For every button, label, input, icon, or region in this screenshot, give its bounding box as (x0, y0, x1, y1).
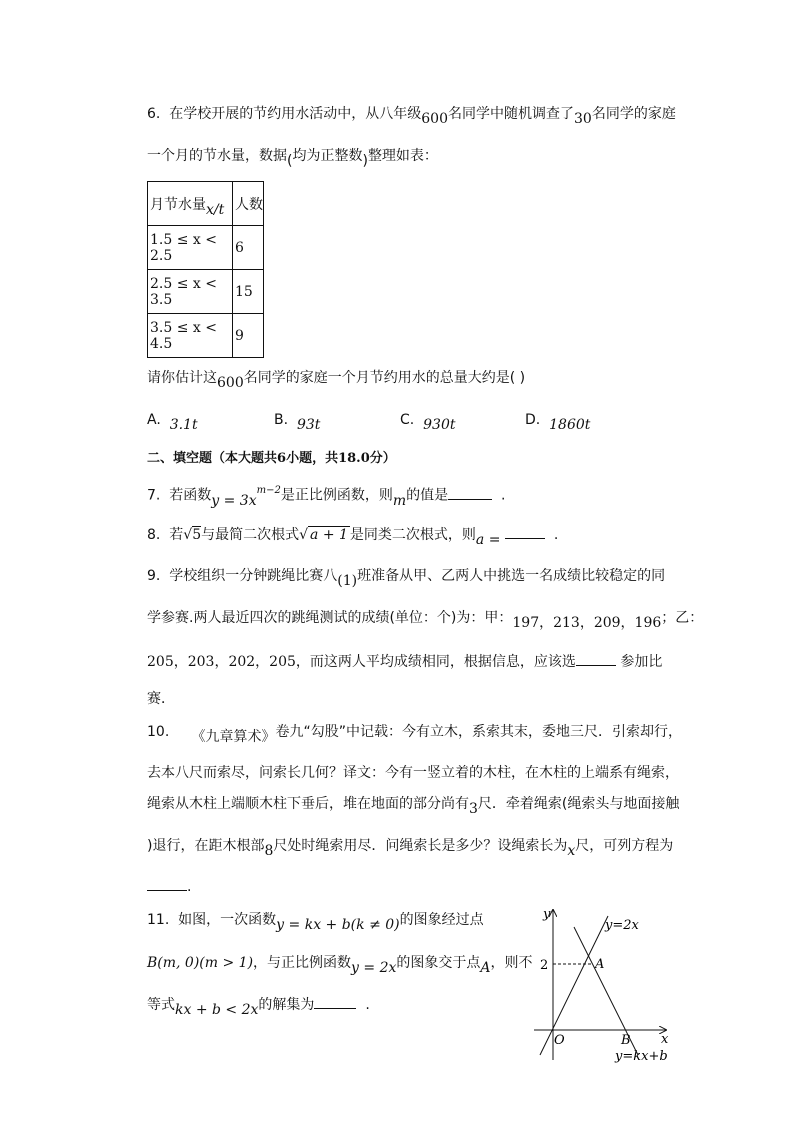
q6-600: 600 (421, 111, 448, 127)
q7-function: y = 3x (211, 492, 257, 509)
q7: 7. 若函数$y = 3x^{m-2}$是正比例函数，则m的值是 . (147, 485, 506, 509)
q11-inequality: kx + b < 2x (175, 1002, 259, 1018)
table-cell-count: 15 (233, 270, 264, 314)
table-header-cell: 人数 (233, 182, 264, 226)
q6-600: 600 (217, 375, 244, 391)
q9-line3: 205，203，202，205，而这两人平均成绩相同，根据信息，应该选 参加比 (147, 651, 662, 672)
q6-text: 均为正整数 (292, 148, 363, 164)
q6-30: 30 (574, 111, 592, 127)
q11-line2: B(m, 0)(m > 1)，与正比例函数y = 2x的图象交于点A，则不 (147, 955, 533, 976)
function-graph (530, 900, 680, 1070)
q6-text: 在学校开展的节约用水活动中，从八年级 (169, 106, 422, 122)
water-saving-table (147, 181, 264, 358)
q6-text: 名同学的家庭一个月节约用水的总量大约是( ) (243, 370, 526, 386)
table-cell-count: 9 (233, 314, 264, 358)
x-axis-label: x (661, 1032, 669, 1047)
table-header-cell: 月节水量x/t (148, 182, 233, 226)
q9-line4: 赛． (147, 691, 175, 707)
q6-text: 请你估计这 (147, 370, 217, 386)
q6-option-b[interactable]: B. 93t (274, 412, 321, 433)
q9-yi-scores: 205，203，202，205 (147, 654, 296, 670)
q10-answer-blank[interactable] (147, 876, 187, 891)
q7-number: 7. (147, 487, 161, 504)
q6-option-d[interactable]: D. 1860t (525, 412, 591, 433)
table-cell-range: 3.5 ≤ x < 4.5 (148, 314, 233, 358)
q11-answer-blank[interactable] (314, 994, 356, 1009)
q11-line3: 等式kx + b < 2x的解集为 . (147, 994, 370, 1015)
q11-linear-function: y = kx + b(k ≠ 0) (276, 917, 400, 933)
q11-number: 11. (147, 912, 170, 928)
origin-label: O (554, 1033, 565, 1048)
q9-line1: 9. 学校组织一分钟跳绳比赛八(1)班准备从甲、乙两人中挑选一名成绩比较稳定的同 (147, 568, 666, 589)
q6-number: 6. (147, 106, 161, 122)
q9-answer-blank[interactable] (576, 651, 616, 666)
table-row (148, 314, 264, 358)
q6-line2 (147, 146, 438, 169)
table-cell-range: 2.5 ≤ x < 3.5 (148, 270, 233, 314)
q6-text: 整理如表： (367, 148, 438, 164)
q11-line1: 11. 如图，一次函数y = kx + b(k ≠ 0)的图象经过点 (147, 912, 484, 933)
q6-paren: ( (287, 153, 293, 169)
table-row (148, 270, 264, 314)
table-header-row (148, 182, 264, 226)
q6-text: 名同学的家庭 (591, 106, 676, 122)
q6-text: 一个月的节水量，数据 (147, 148, 287, 164)
sqrt-a-plus-1-expr: √ a + 1 (299, 527, 348, 543)
section-heading: 二、填空题（本大题共6小题，共18.0分） (147, 451, 396, 466)
sqrt5-expr: √5 (183, 527, 202, 543)
q10-line3: 绳索从木柱上端顺木柱下垂后，堆在地面的部分尚有3尺．牵着绳索(绳索头与地面接触 (147, 796, 680, 817)
y-axis-label: y (543, 907, 551, 922)
q7-answer-blank[interactable] (448, 485, 492, 500)
q8-answer-blank[interactable] (505, 524, 545, 539)
q9-line2: 学参赛.两人最近四次的跳绳测试的成绩(单位：个)为：甲：197，213，209，196；乙： (147, 610, 704, 631)
q10-line4: )退行，在距木根部8尺处时绳索用尽．问绳索长是多少？设绳索长为x尺，可列方程为 (147, 838, 674, 859)
line-y-kx-b-label: y=kx+b (615, 1049, 668, 1064)
point-b-label: B (621, 1033, 631, 1048)
q10-number: 10. (147, 724, 170, 740)
line-y-2x-label: y=2x (605, 918, 639, 933)
table-cell-range: 1.5 ≤ x < 2.5 (148, 226, 233, 270)
q8: 8. 若√5与最简二次根式√ a + 1 是同类二次根式，则a = . (147, 524, 558, 545)
q9-number: 9. (147, 568, 161, 584)
table-cell-count: 6 (233, 226, 264, 270)
q6-option-c[interactable]: C. 930t (400, 412, 456, 433)
q10-answer: . (147, 876, 191, 897)
point-a-label: A (595, 957, 605, 972)
q10-book-title: 《九章算术》 (191, 729, 276, 745)
q7-exponent: m−2 (256, 485, 281, 496)
q6-option-a[interactable]: A. 3.1t (147, 412, 198, 433)
y-level-label: 2 (540, 958, 549, 973)
q6-text: 名同学中随机调查了 (448, 106, 574, 122)
q10-line2: 去本八尺而索尽，问索长几何？译文：今有一竖立着的木柱，在木柱的上端系有绳索， (147, 765, 679, 781)
q10-line1: 10. 《九章算术》卷九“勾股”中记载：今有立木，系索其末，委地三尺．引索却行， (147, 724, 683, 745)
q11-point-b: B(m, 0)(m > 1) (147, 955, 254, 971)
q6-line1 (147, 104, 676, 127)
q6-paren: ) (362, 153, 368, 169)
q9-jia-scores: 197，213，209，196 (512, 615, 662, 631)
q6-question (147, 368, 526, 391)
line-y-2x (540, 916, 608, 1055)
table-row (148, 226, 264, 270)
q8-number: 8. (147, 527, 161, 543)
